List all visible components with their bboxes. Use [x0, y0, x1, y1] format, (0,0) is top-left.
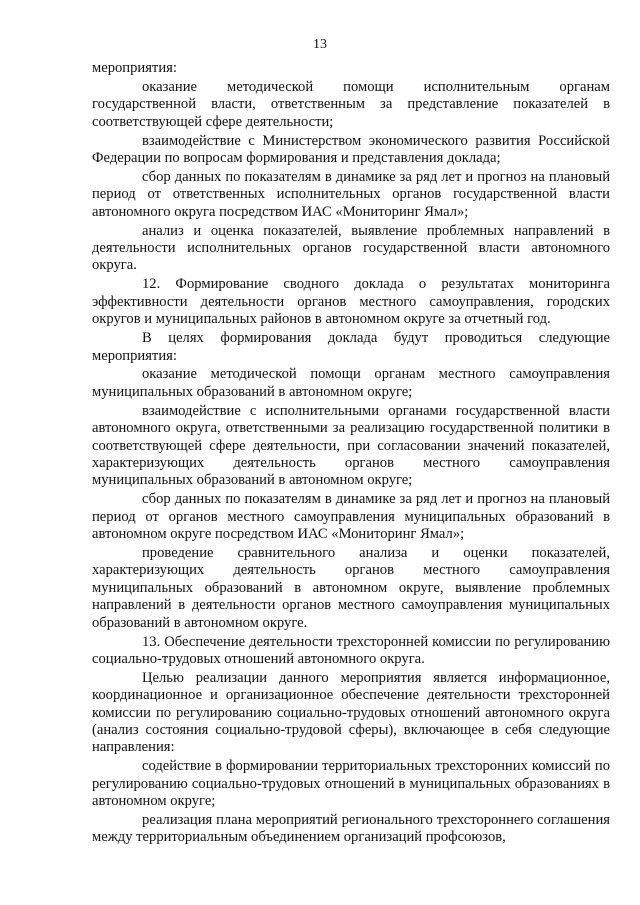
- page-number: 13: [313, 37, 327, 52]
- paragraph: сбор данных по показателям в динамике за ряд лет и прогноз на плановый период от ответственных исполнительных органов государственной власти автономного округа посредством ИАС «Мониторинг Ямал»;: [92, 168, 610, 220]
- paragraph: взаимодействие с исполнительными органами государственной власти автономного округа, ответственными за реализацию государственной политики в соответствующей сфере деятельности, при согласовании значений показателей, характеризующих деятельность органов местного самоуправления муниципальных образований в автономном округе;: [92, 402, 610, 489]
- paragraph: Целью реализации данного мероприятия является информационное, координационное и организационное обеспечение деятельности трехсторонней комиссии по регулированию социально-трудовых отношений автономного округа (анализ состояния социально-трудовой сферы), включающее в себя следующие направления:: [92, 669, 610, 756]
- paragraph: оказание методической помощи исполнительным органам государственной власти, ответственным за представление показателей в соответствующей сфере деятельности;: [92, 78, 610, 130]
- paragraph: реализация плана мероприятий регионального трехстороннего соглашения между территориальным объединением организаций профсоюзов,: [92, 812, 610, 846]
- paragraph: мероприятия:: [92, 60, 177, 76]
- paragraph: взаимодействие с Министерством экономического развития Российской Федерации по вопросам формирования и представления доклада;: [92, 132, 610, 167]
- section-heading-paragraph: 12. Формирование сводного доклада о результатах мониторинга эффективности деятельности органов местного самоуправления, городских округов и муниципальных районов в автономном округе за отчетный год.: [92, 276, 610, 328]
- paragraph: оказание методической помощи органам местного самоуправления муниципальных образований в автономном округе;: [92, 366, 610, 400]
- paragraph: проведение сравнительного анализа и оценки показателей, характеризующих деятельность органов местного самоуправления муниципальных образований в автономном округе, выявление проблемных направлений в деятельности органов местного самоуправления муниципальных образований в автономном округе.: [92, 544, 610, 631]
- paragraph: В целях формирования доклада будут проводиться следующие мероприятия:: [92, 330, 610, 364]
- section-heading-paragraph: 13. Обеспечение деятельности трехсторонней комиссии по регулированию социально-трудовых отношений автономного округа.: [92, 633, 610, 667]
- paragraph: анализ и оценка показателей, выявление проблемных направлений в деятельности исполнительных органов государственной власти автономного округа.: [92, 222, 610, 274]
- document-body: [92, 60, 610, 848]
- paragraph: сбор данных по показателям в динамике за ряд лет и прогноз на плановый период от органов местного самоуправления муниципальных образований в автономном округе посредством ИАС «Мониторинг Ямал»;: [92, 491, 610, 543]
- paragraph: содействие в формировании территориальных трехсторонних комиссий по регулированию социально-трудовых отношений в муниципальных образованиях в автономном округе;: [92, 758, 610, 810]
